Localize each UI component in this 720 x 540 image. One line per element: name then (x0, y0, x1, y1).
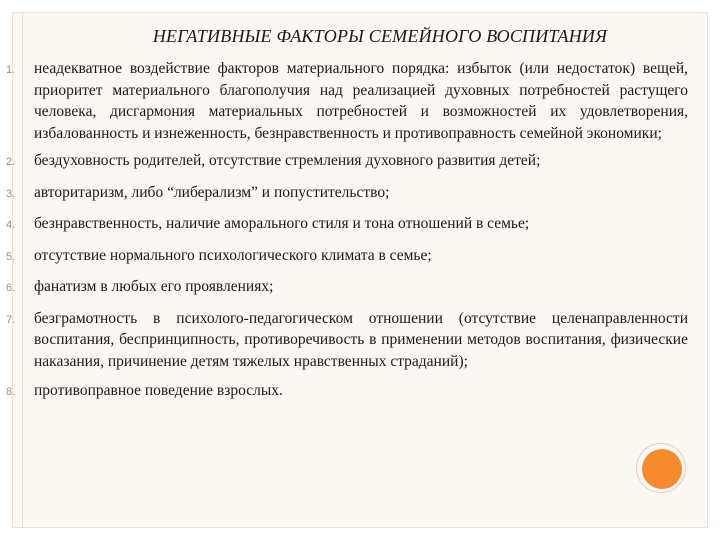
list-item-text: отсутствие нормального психологического климата в семье; (34, 246, 432, 264)
decorative-orange-circle (642, 449, 682, 489)
list-item (0, 380, 720, 402)
list-item-number: 8. (6, 386, 16, 398)
factor-list (0, 58, 720, 402)
list-item (0, 245, 720, 267)
list-item (0, 58, 720, 144)
list-item-number: 7. (6, 313, 16, 326)
slide-title: НЕГАТИВНЫЕ ФАКТОРЫ СЕМЕЙНОГО ВОСПИТАНИЯ (152, 26, 608, 46)
list-item-text: безграмотность в психолого-педагогическом отношении (отсутствие целенаправленности воспитания, беспринципность, противоречивость в применении методов воспитания, физические наказания, причинение детям тяжелых нравственных страданий); (34, 309, 688, 370)
list-item-text: противоправное поведение взрослых. (34, 382, 283, 399)
list-item (0, 150, 720, 172)
list-item-number: 5. (6, 250, 16, 263)
list-item (0, 308, 720, 373)
list-item-text: безнравственность, наличие аморального стиля и тона отношений в семье; (34, 215, 530, 232)
list-item (0, 213, 720, 235)
list-item-number: 1. (6, 64, 16, 76)
list-item-text: авторитаризм, либо “либерализм” и попустительство; (34, 183, 390, 201)
list-item-number: 4. (6, 219, 16, 231)
list-item (0, 276, 720, 298)
list-item-number: 6. (6, 282, 16, 294)
list-item-text: неадекватное воздействие факторов материального порядка: избыток (или недостаток) вещей, приоритет материального благополучия над реализацией духовных потребностей растущего человека, дисгармония материальных потребностей и возможностей их удовлетворения, избалованность и изнеженность, безнравственность и противоправность семейной экономики; (34, 60, 688, 142)
list-item-text: бездуховность родителей, отсутствие стремления духовного развития детей; (34, 152, 541, 169)
list-item-number: 3. (6, 187, 16, 200)
list-item (0, 182, 720, 204)
list-item-text: фанатизм в любых его проявлениях; (34, 278, 274, 295)
list-item-number: 2. (6, 156, 16, 168)
